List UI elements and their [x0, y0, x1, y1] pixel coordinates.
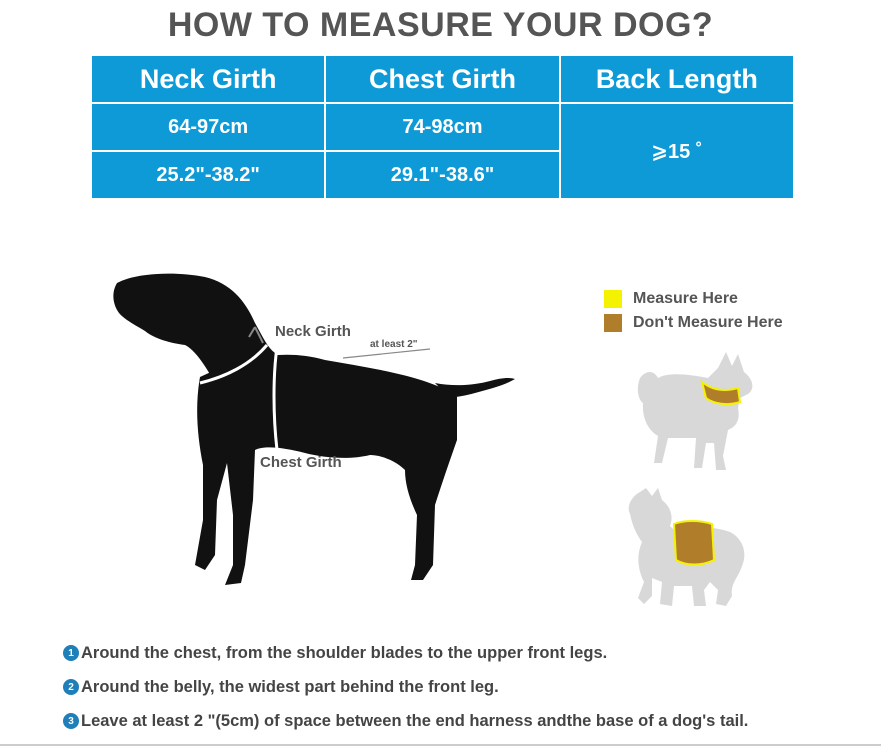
- at-least-pointer: [343, 349, 430, 358]
- label-chest-girth: Chest Girth: [260, 454, 342, 471]
- chest-girth-inch: 29.1"-38.6": [325, 151, 559, 199]
- list-item: [63, 670, 748, 704]
- legend-item-dont-measure-here: [604, 311, 783, 335]
- label-neck-girth: Neck Girth: [275, 323, 351, 340]
- legend-label: Measure Here: [633, 290, 738, 307]
- dog-neck-example-image: [628, 348, 763, 473]
- back-length-value: ⩾15 ˚: [560, 103, 794, 199]
- table-row: [91, 103, 794, 151]
- dog-silhouette: [113, 274, 515, 585]
- divider: [0, 744, 881, 746]
- legend-item-measure-here: [604, 287, 783, 311]
- step-text: Leave at least 2 "(5cm) of space between the end harness andthe base of a dog's tail.: [81, 711, 749, 730]
- page-title: HOW TO MEASURE YOUR DOG?: [167, 6, 714, 44]
- legend: [604, 287, 783, 335]
- neck-girth-inch: 25.2"-38.2": [91, 151, 325, 199]
- dog-measurement-diagram: [105, 265, 525, 595]
- list-item: [63, 636, 748, 670]
- belly-band: [674, 521, 714, 565]
- dont-measure-swatch: [604, 314, 622, 332]
- header-chest-girth: Chest Girth: [325, 55, 559, 103]
- step-bullet-icon: 1: [63, 645, 79, 661]
- chest-girth-cm: 74-98cm: [325, 103, 559, 151]
- step-text: Around the belly, the widest part behind the front leg.: [81, 677, 499, 696]
- neck-girth-cm: 64-97cm: [91, 103, 325, 151]
- label-at-least: at least 2": [370, 339, 418, 350]
- table-header-row: [91, 55, 794, 103]
- step-bullet-icon: 2: [63, 679, 79, 695]
- header-neck-girth: Neck Girth: [91, 55, 325, 103]
- measurement-steps: [63, 636, 748, 738]
- dog-belly-example-image: [622, 486, 752, 610]
- legend-label: Don't Measure Here: [633, 314, 783, 331]
- step-bullet-icon: 3: [63, 713, 79, 729]
- size-table: [90, 54, 795, 200]
- list-item: [63, 704, 748, 738]
- measure-here-swatch: [604, 290, 622, 308]
- header-back-length: Back Length: [560, 55, 794, 103]
- step-text: Around the chest, from the shoulder blades to the upper front legs.: [81, 643, 608, 662]
